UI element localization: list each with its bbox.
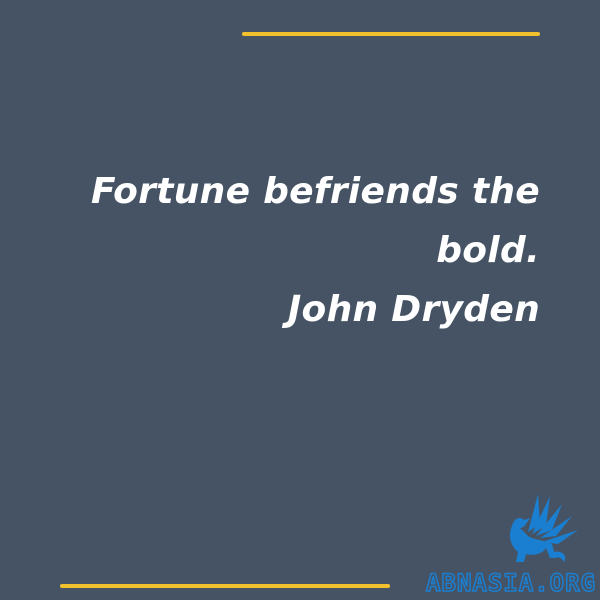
quote-author: John Dryden — [287, 289, 540, 330]
brand-logo-text: ABNASIA.ORG — [426, 569, 596, 597]
bottom-accent-line — [60, 584, 390, 588]
quote-line-1: Fortune befriends the — [91, 171, 540, 212]
brand-logo — [396, 486, 596, 598]
quote-block — [60, 162, 540, 339]
griffin-icon — [498, 486, 582, 566]
top-accent-line — [242, 32, 540, 36]
quote-line-2: bold. — [436, 230, 540, 271]
